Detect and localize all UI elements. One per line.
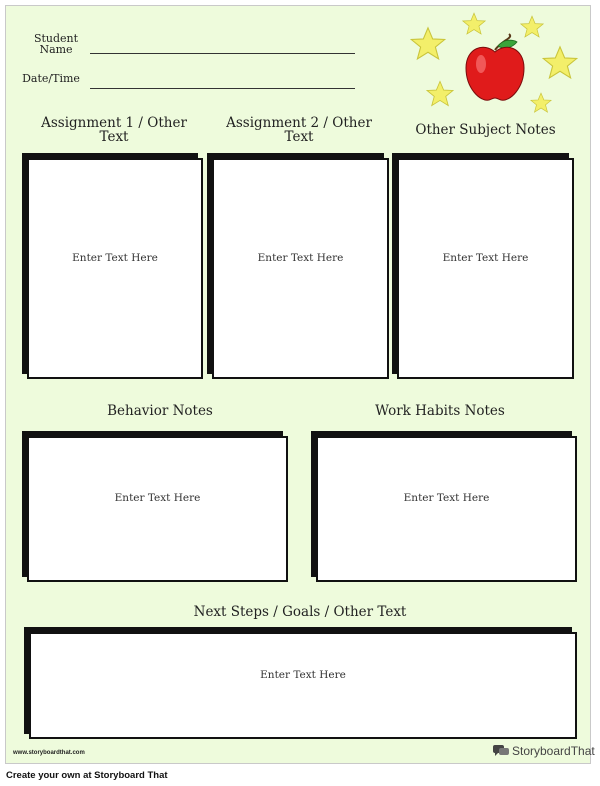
speech-bubble-icon xyxy=(493,745,509,757)
other-subject-title: Other Subject Notes xyxy=(415,122,556,138)
footer-url[interactable]: www.storyboardthat.com xyxy=(13,750,85,756)
star-icon xyxy=(410,26,446,62)
student-name-label: Student Name xyxy=(33,32,79,56)
star-icon xyxy=(542,45,578,81)
work-habits-title: Work Habits Notes xyxy=(375,403,505,419)
next-steps-box[interactable] xyxy=(29,632,577,739)
next-steps-placeholder: Enter Text Here xyxy=(260,668,346,681)
assignment2-title: Assignment 2 / Other Text xyxy=(226,115,372,145)
assignment2-box[interactable] xyxy=(212,158,389,379)
assignment2-placeholder: Enter Text Here xyxy=(257,251,344,264)
work-habits-placeholder: Enter Text Here xyxy=(403,492,490,504)
assignment1-placeholder: Enter Text Here xyxy=(72,251,158,264)
assignment1-box[interactable] xyxy=(27,158,203,379)
next-steps-title: Next Steps / Goals / Other Text xyxy=(193,604,407,620)
behavior-title: Behavior Notes xyxy=(107,403,213,419)
behavior-placeholder: Enter Text Here xyxy=(114,492,201,504)
student-name-line[interactable] xyxy=(90,53,355,54)
date-time-line[interactable] xyxy=(90,88,355,89)
assignment1-title: Assignment 1 / Other Text xyxy=(41,115,187,145)
create-caption[interactable]: Create your own at Storyboard That xyxy=(6,770,168,781)
star-icon xyxy=(426,80,454,108)
other-subject-box[interactable] xyxy=(397,158,574,379)
date-time-label: Date/Time xyxy=(22,72,80,85)
behavior-box[interactable] xyxy=(27,436,288,582)
star-icon xyxy=(530,92,552,114)
other-subject-placeholder: Enter Text Here xyxy=(442,251,529,264)
apple-icon xyxy=(462,32,528,104)
storyboardthat-logo[interactable] xyxy=(493,743,595,759)
brand-text: StoryboardThat xyxy=(512,744,595,758)
work-habits-box[interactable] xyxy=(316,436,577,582)
